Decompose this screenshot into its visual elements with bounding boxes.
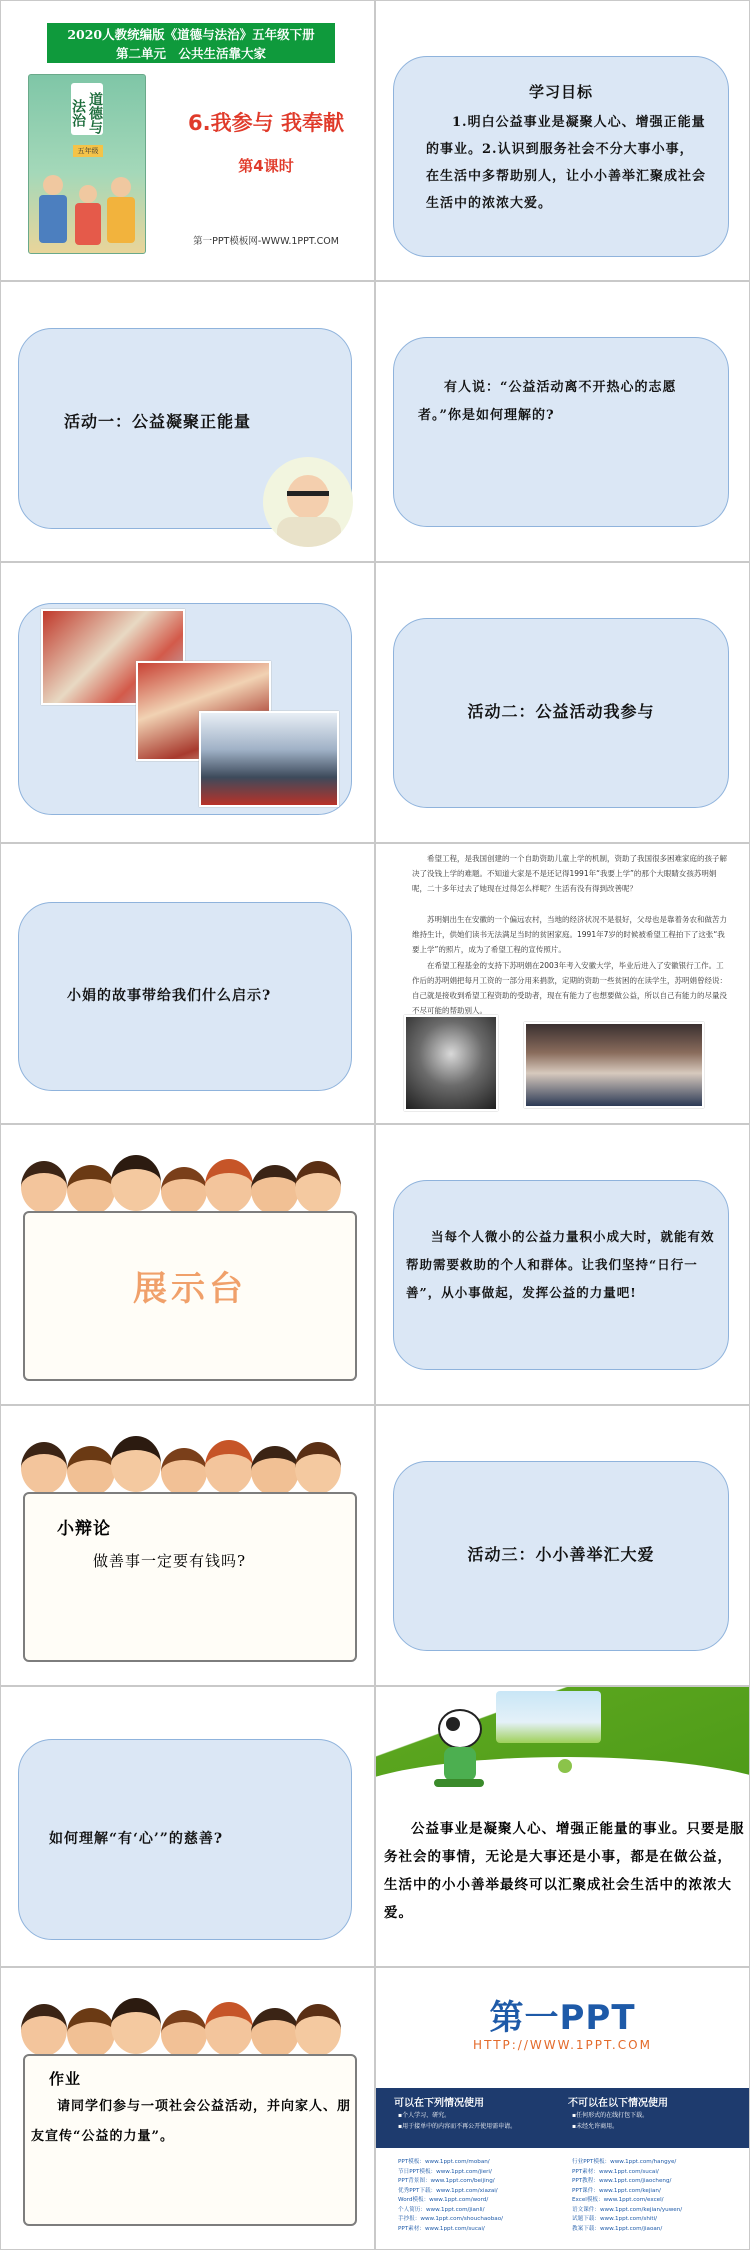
child-figure <box>107 197 135 243</box>
goals-heading: 学习目标 <box>528 83 593 101</box>
resource-link[interactable]: 教案下载：www.1ppt.com/jiaoan/ <box>572 2225 663 2232</box>
daily-good-deed-text: 当每个人微小的公益力量积小成大时，就能有效帮助需要救助的个人和群体。让我们坚持“日行一善”，从小事做起，发挥公益的力量吧! <box>406 1229 715 1300</box>
lesson-number: 第4课时 <box>238 157 294 175</box>
usage-terms-panel <box>376 2088 749 2148</box>
debate-question: 做善事一定要有钱吗? <box>93 1552 247 1570</box>
textbook-cover-image <box>28 74 146 254</box>
child-figure <box>111 177 131 197</box>
slide-activity-one[interactable] <box>1 282 374 561</box>
activity-three-title: 活动三：小小善举汇大爱 <box>467 1545 655 1564</box>
volunteer-question-box <box>393 337 729 527</box>
disallowed-title: 不可以在以下情况使用 <box>568 2098 668 2109</box>
resource-link[interactable]: Excel模板：www.1ppt.com/excel/ <box>572 2197 664 2203</box>
book-title: 道德与法治 <box>71 83 103 135</box>
resource-link[interactable]: PPT模板：www.1ppt.com/moban/ <box>398 2159 490 2165</box>
child-figure <box>39 195 67 243</box>
story-paragraph-3: 在希望工程基金的支持下苏明娟在2003年考入安徽大学，毕业后进入了安徽银行工作。工作后的苏明娟把每月工资的一部分用来捐款，定期的资助一些贫困的在读学生，苏明娟曾经说：自己就是接收到希望工程资助的受助者，现在有能力了也想要做公益，所以自己有能力的尽量没不尽可能的帮助别人。 <box>412 961 727 1015</box>
homework-body: 请同学们参与一项社会公益活动，并向家人、朋友宣传“公益的力量”。 <box>31 2099 352 2144</box>
activity-two-title: 活动二：公益活动我参与 <box>467 702 655 721</box>
links-left-column <box>398 2158 568 2234</box>
resource-link[interactable]: 优秀PPT下载：www.1ppt.com/xiazai/ <box>398 2187 498 2194</box>
course-banner <box>47 23 335 63</box>
book-grade: 五年级 <box>73 145 103 157</box>
allowed-item: ▪用于接单中的内容而不再公开使用需申请。 <box>398 2123 517 2130</box>
xiaojuan-question-text: 小娟的故事带给我们什么启示? <box>67 988 272 1004</box>
slide-activity-two[interactable] <box>376 563 749 842</box>
source-credit: 第一PPT模板网-WWW.1PPT.COM <box>193 236 339 247</box>
debate-heading: 小辩论 <box>57 1519 111 1539</box>
goals-box <box>393 56 729 257</box>
baby-with-glasses-image <box>263 457 353 547</box>
activity-three-box <box>393 1461 729 1651</box>
resource-link[interactable]: Word模板：www.1ppt.com/word/ <box>398 2197 489 2203</box>
resource-link[interactable]: 手抄报：www.1ppt.com/shouchaobao/ <box>398 2216 504 2222</box>
resource-link[interactable]: PPT背景图：www.1ppt.com/beijing/ <box>398 2178 495 2184</box>
1ppt-url: HTTP://WWW.1PPT.COM <box>473 2038 652 2052</box>
slide-daily-good-deed[interactable] <box>376 1125 749 1404</box>
charity-question-text: 如何理解“有‘心’”的慈善? <box>49 1831 224 1847</box>
ceremony-photo <box>524 1022 704 1108</box>
resource-link[interactable]: 个人简历：www.1ppt.com/jianli/ <box>398 2206 485 2213</box>
summary-text: 公益事业是凝聚人心、增强正能量的事业。只要是服务社会的事情，无论是大事还是小事，都是在做公益，生活中的小小善举最终可以汇聚成社会生活中的浓浓大爱。 <box>384 1821 745 1921</box>
slide-hope-project-story[interactable] <box>376 844 749 1123</box>
showcase-title: 展示台 <box>133 1269 247 1309</box>
resource-link[interactable]: PPT课件：www.1ppt.com/kejian/ <box>572 2187 661 2194</box>
slide-volunteer-question[interactable] <box>376 282 749 561</box>
resource-link[interactable]: 节日PPT模板：www.1ppt.com/jieri/ <box>398 2168 492 2175</box>
slide-showcase[interactable] <box>1 1125 374 1404</box>
cow-mascot-icon <box>432 1709 488 1789</box>
activity-one-title: 活动一：公益凝聚正能量 <box>64 412 252 431</box>
slide-learning-goals[interactable] <box>376 1 749 280</box>
child-figure <box>43 175 63 195</box>
girl-big-eyes-photo <box>404 1015 498 1111</box>
resource-link[interactable]: PPT素材：www.1ppt.com/sucai/ <box>572 2168 659 2175</box>
resource-link[interactable]: 行业PPT模板：www.1ppt.com/hangye/ <box>572 2159 677 2165</box>
slide-charity-question[interactable] <box>1 1687 374 1966</box>
daily-good-deed-box <box>393 1180 729 1370</box>
resource-link[interactable]: PPT素材：www.1ppt.com/sucai/ <box>398 2225 485 2232</box>
homework-scroll <box>23 2054 357 2226</box>
volunteer-question-text: 有人说：“公益活动离不开热心的志愿者。”你是如何理解的? <box>418 380 677 423</box>
allowed-title: 可以在下列情况使用 <box>394 2098 484 2109</box>
green-dot-decoration <box>558 1759 572 1773</box>
xiaojuan-question-box <box>18 902 352 1091</box>
banner-line2: 第二单元 公共生活靠大家 <box>115 46 266 61</box>
resource-link[interactable]: 试题下载：www.1ppt.com/shiti/ <box>572 2216 658 2222</box>
charity-question-box <box>18 1739 352 1940</box>
banner-line1: 2020人教统编版《道德与法治》五年级下册 <box>67 27 315 42</box>
1ppt-logo: 第一PPT <box>489 1998 636 2038</box>
lesson-title: 6.我参与 我奉献 <box>188 111 344 135</box>
debate-scroll <box>23 1492 357 1662</box>
volunteer-photo <box>199 711 339 807</box>
resource-link[interactable]: 语文课件：www.1ppt.com/kejian/yuwen/ <box>572 2206 683 2213</box>
slide-volunteer-photos[interactable] <box>1 563 374 842</box>
slide-xiaojuan-question[interactable] <box>1 844 374 1123</box>
slide-homework[interactable] <box>1 1968 374 2249</box>
slide-mini-debate[interactable] <box>1 1406 374 1685</box>
child-figure <box>79 185 97 203</box>
slide-cover[interactable] <box>1 1 374 280</box>
child-figure <box>75 203 101 245</box>
story-paragraph-2: 苏明娟出生在安徽的一个偏远农村，当地的经济状况不是很好，父母也是靠着务农和做苦力维持生计，供她们读书无法满足当时的贫困家庭。1991年7岁的时候被希望工程拍下了这张“我要上学”的照片，成为了希望工程的宣传照片。 <box>412 915 727 954</box>
activity-two-box <box>393 618 729 808</box>
homework-heading: 作业 <box>49 2070 82 2088</box>
slide-1ppt-info[interactable] <box>376 1968 749 2249</box>
disallowed-item: ▪未经允许商用。 <box>572 2123 619 2130</box>
slide-summary[interactable] <box>376 1687 749 1966</box>
goals-body: 1.明白公益事业是凝聚人心、增强正能量的事业。2.认识到服务社会不分大事小事，在生活中多帮助别人，让小小善举汇聚成社会生活中的浓浓大爱。 <box>426 115 707 211</box>
allowed-item: ▪个人学习、研究。 <box>398 2112 451 2119</box>
showcase-scroll <box>23 1211 357 1381</box>
slide-activity-three[interactable] <box>376 1406 749 1685</box>
scene-illustration <box>496 1691 601 1743</box>
story-paragraph-1: 希望工程，是我国创建的一个自助资助儿童上学的机制，资助了我国很多困难家庭的孩子解决了没钱上学的难题。不知道大家是不是还记得1991年“我要上学”的那个大眼睛女孩苏明娟呢，二十多年过去了她现在过得怎么样呢？生活有没有得到改善呢？ <box>412 854 727 893</box>
resource-link[interactable]: PPT教程：www.1ppt.com/jiaocheng/ <box>572 2178 672 2184</box>
links-right-column <box>572 2158 742 2234</box>
disallowed-item: ▪任何形式的在线打包下载。 <box>572 2112 649 2119</box>
